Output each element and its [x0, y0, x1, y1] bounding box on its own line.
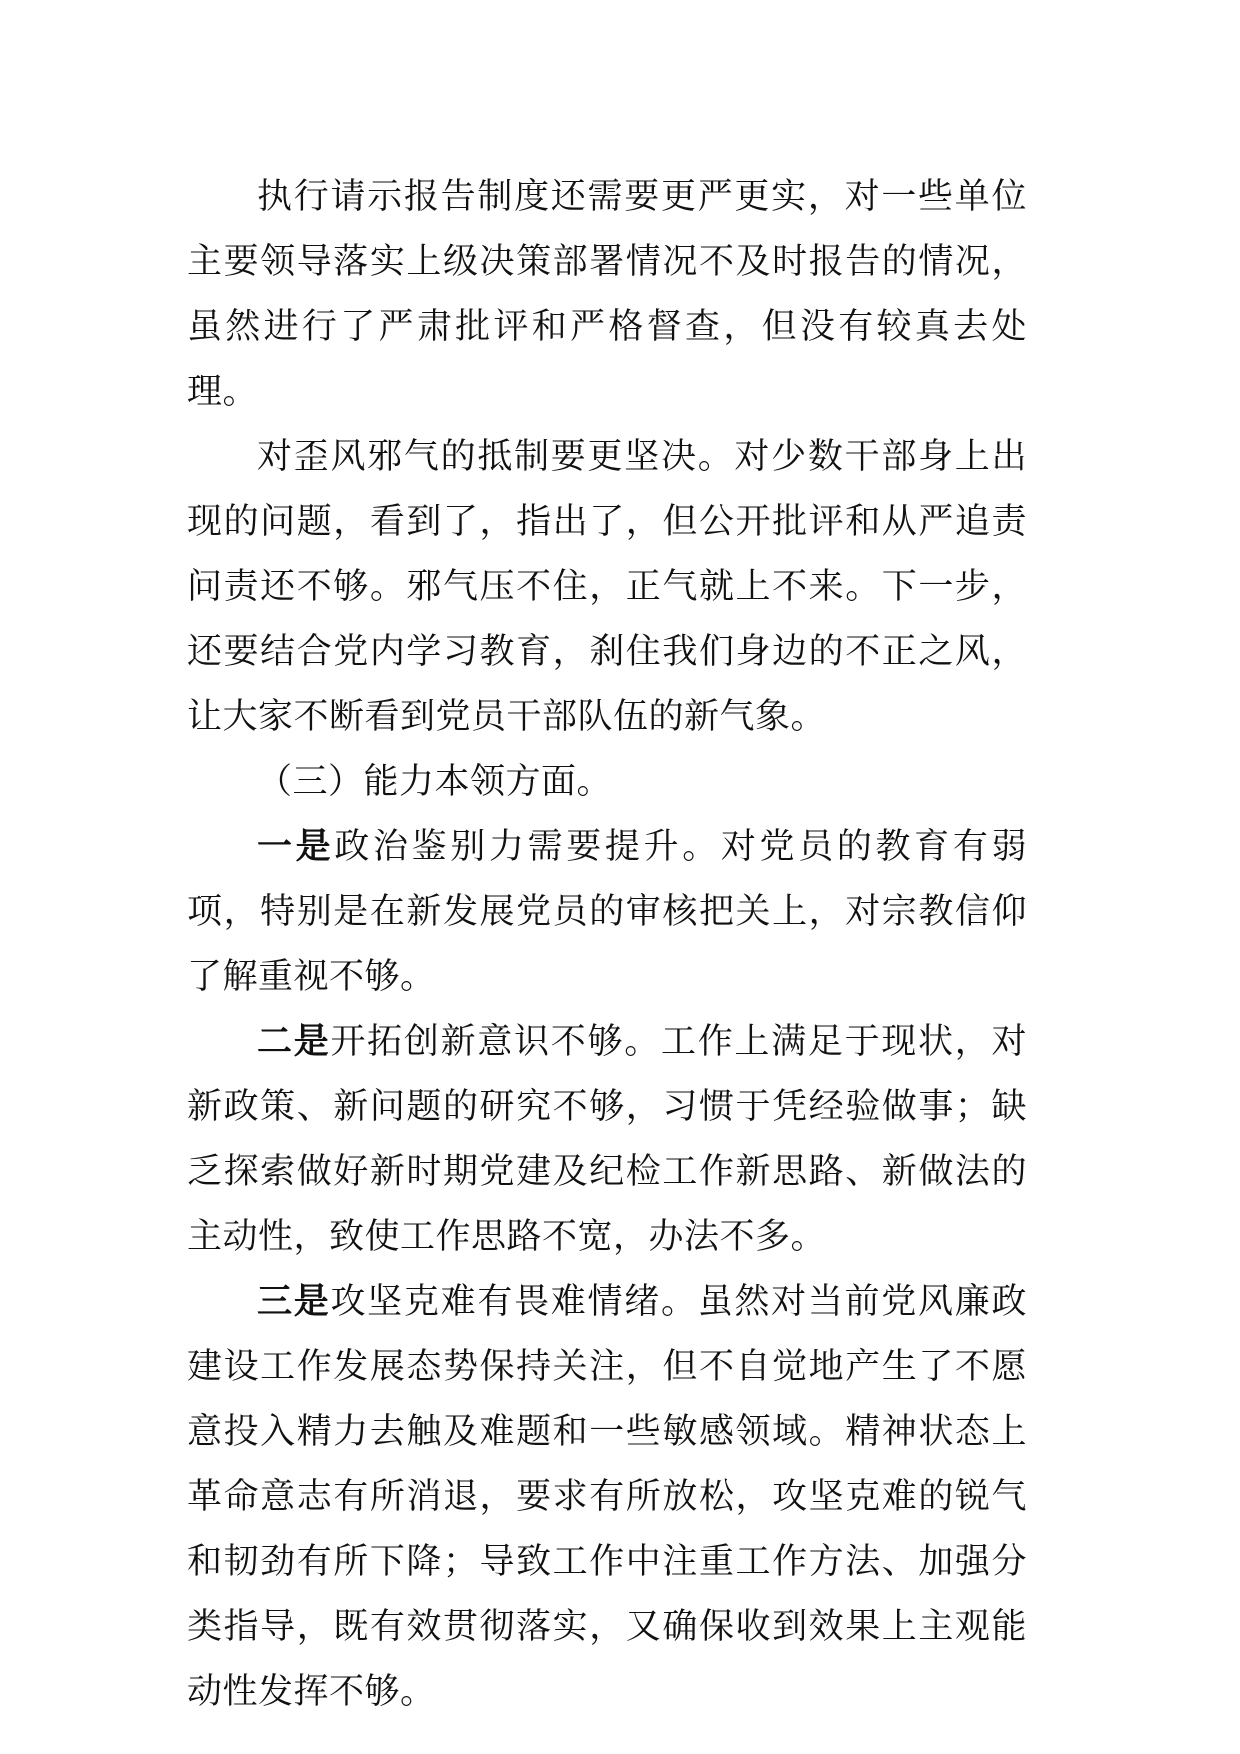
document-body — [187, 165, 1027, 1725]
paragraph-point-one — [187, 815, 1027, 1010]
paragraph-text: （三）能力本领方面。 — [257, 762, 613, 802]
paragraph-unhealthy-trends — [187, 425, 1027, 750]
paragraph-text: 对歪风邪气的抵制要更坚决。对少数干部身上出现的问题，看到了，指出了，但公开批评和从严追责问责还不够。邪气压不住，正气就上不来。下一步，还要结合党内学习教育，刹住我们身边的不正之风，让大家不断看到党员干部队伍的新气象。 — [187, 437, 1027, 737]
paragraph-report-system — [187, 165, 1027, 425]
paragraph-text: 开拓创新意识不够。工作上满足于现状，对新政策、新问题的研究不够，习惯于凭经验做事；缺乏探索做好新时期党建及纪检工作新思路、新做法的主动性，致使工作思路不宽，办法不多。 — [187, 1022, 1027, 1257]
paragraph-point-three — [187, 1270, 1027, 1725]
section-heading-ability — [187, 750, 1027, 815]
paragraph-point-two — [187, 1010, 1027, 1270]
paragraph-text: 政治鉴别力需要提升。对党员的教育有弱项，特别是在新发展党员的审核把关上，对宗教信仰了解重视不够。 — [187, 827, 1027, 997]
paragraph-lead: 三是 — [257, 1282, 331, 1322]
paragraph-text: 攻坚克难有畏难情绪。虽然对当前党风廉政建设工作发展态势保持关注，但不自觉地产生了不愿意投入精力去触及难题和一些敏感领域。精神状态上革命意志有所消退，要求有所放松，攻坚克难的锐气和韧劲有所下降；导致工作中注重工作方法、加强分类指导，既有效贯彻落实，又确保收到效果上主观能动性发挥不够。 — [187, 1282, 1027, 1712]
paragraph-lead: 一是 — [257, 827, 335, 867]
paragraph-text: 执行请示报告制度还需要更严更实，对一些单位主要领导落实上级决策部署情况不及时报告的情况，虽然进行了严肃批评和严格督查，但没有较真去处理。 — [187, 177, 1027, 412]
paragraph-lead: 二是 — [257, 1022, 331, 1062]
